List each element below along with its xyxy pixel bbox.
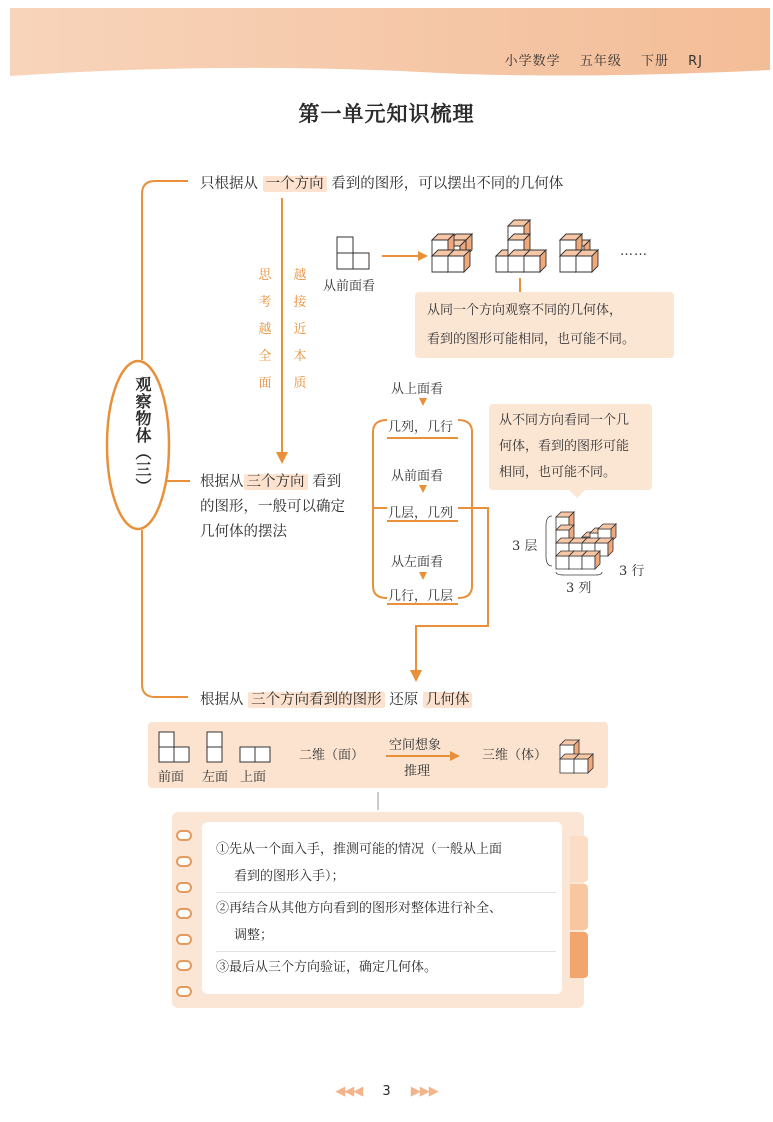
ring	[176, 934, 192, 945]
row3-highlight-1: 三个方向看到的图形	[248, 692, 385, 708]
label-layers: 3 层	[512, 539, 538, 554]
arrow-top-label: 空间想象	[389, 738, 442, 753]
steps-tab-1	[570, 836, 588, 882]
next-decor-icon: ▶▶▶	[410, 1084, 438, 1099]
three-views-figures	[158, 730, 278, 766]
note2-pointer	[566, 487, 588, 499]
row1-text: 只根据从 一个方向 看到的图形，可以摆出不同的几何体	[200, 176, 564, 192]
header-grade: 五年级	[579, 54, 622, 69]
front-view-figure	[336, 236, 372, 272]
steps-list	[216, 836, 556, 981]
ring	[176, 882, 192, 893]
cube-solids-row	[430, 218, 610, 274]
three-d-solid	[558, 736, 604, 778]
three-d-label: 三维（体）	[482, 748, 548, 763]
view-top-label: 从上面看	[391, 382, 444, 397]
vertical-phrase-left: 思 考 越 全 面	[258, 268, 272, 391]
label-rows: 3 行	[619, 564, 645, 579]
ellipsis: ……	[620, 244, 648, 259]
header-edition: RJ	[688, 54, 703, 69]
view-left-result: 几行，几层	[388, 589, 454, 604]
view-front-label: 从前面看	[391, 469, 444, 484]
step-1: ①先从一个面入手，推测可能的情况（一般从上面 看到的图形入手）；	[216, 836, 556, 893]
ring	[176, 986, 192, 997]
view-caption-top: 上面	[240, 770, 267, 785]
note-different-direction: 从不同方向看同一个几 何体，看到的图形可能 相同，也可能不同。	[489, 404, 652, 490]
header-volume: 下册	[640, 54, 669, 69]
arrow-bottom-label: 推理	[404, 764, 431, 779]
vertical-phrase-right: 越 接 近 本 质	[293, 268, 307, 391]
view-caption-front: 前面	[158, 770, 185, 785]
view-caption-left: 左面	[202, 770, 229, 785]
row3-highlight-2: 几何体	[423, 692, 473, 708]
two-d-label: 二维（面）	[299, 748, 365, 763]
ring	[176, 830, 192, 841]
ring	[176, 960, 192, 971]
steps-tab-3	[570, 932, 588, 978]
center-node	[122, 376, 154, 495]
row2-text: 根据从 三个方向 看到 的图形，一般可以确定 几何体的摆法	[200, 474, 345, 540]
layered-solid-figure	[540, 506, 622, 578]
view-top-result: 几列，几行	[388, 420, 454, 435]
label-cols: 3 列	[566, 581, 592, 596]
row3-text: 根据从 三个方向看到的图形 还原 几何体	[200, 688, 472, 709]
page-number: 3	[382, 1084, 391, 1099]
center-node-main: 观察物体	[133, 376, 152, 444]
row2-highlight: 三个方向	[244, 474, 308, 490]
notebook-rings	[176, 830, 192, 997]
front-view-caption: 从前面看	[323, 279, 376, 294]
step-2: ②再结合从其他方向看到的图形对整体进行补全、 调整；	[216, 893, 556, 952]
row1-highlight: 一个方向	[263, 176, 327, 192]
view-left-label: 从左面看	[391, 555, 444, 570]
step-3: ③最后从三个方向验证，确定几何体。	[216, 960, 438, 975]
center-node-paren: （三）	[133, 444, 152, 495]
ring	[176, 856, 192, 867]
page-title: 第一单元知识梳理	[298, 102, 475, 126]
header-subject: 小学数学	[504, 54, 561, 69]
prev-decor-icon: ◀◀◀	[335, 1084, 363, 1099]
note-same-direction: 从同一个方向观察不同的几何体， 看到的图形可能相同，也可能不同。	[415, 292, 674, 358]
page-number-footer	[0, 1084, 773, 1099]
view-front-result: 几层，几列	[388, 506, 454, 521]
ring	[176, 908, 192, 919]
steps-tab-2	[570, 884, 588, 930]
